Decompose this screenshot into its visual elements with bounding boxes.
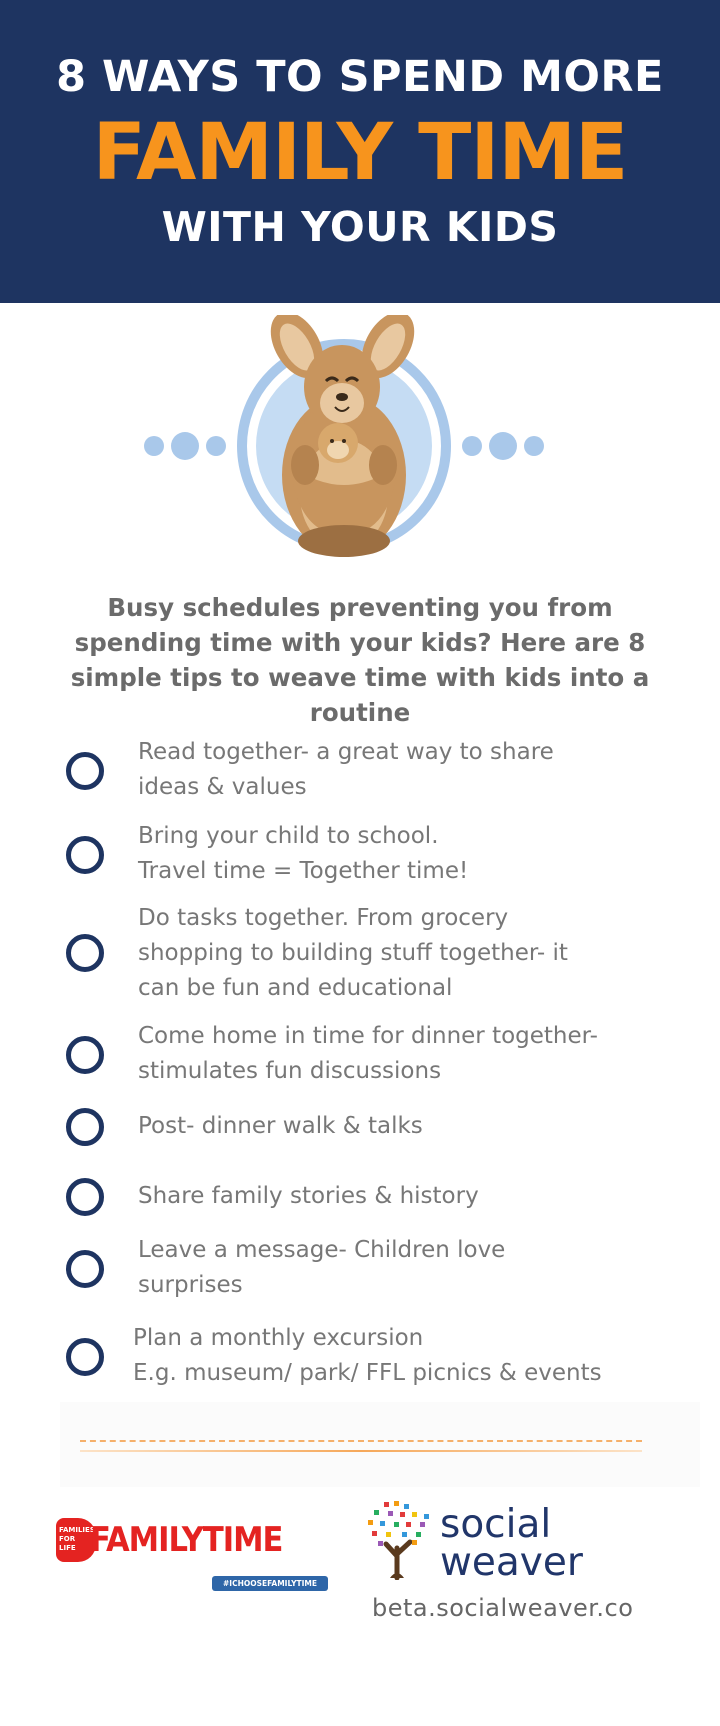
footer-divider-area [60, 1402, 700, 1487]
tip-item [66, 1178, 666, 1228]
checkbox-circle-icon[interactable] [66, 1178, 104, 1216]
kangaroo-icon [130, 315, 580, 577]
checkbox-circle-icon[interactable] [66, 836, 104, 874]
social-weaver-wordmark: social weaver [440, 1502, 583, 1585]
title-line-3: WITH YOUR KIDS [161, 203, 559, 251]
divider-line [80, 1450, 642, 1452]
tip-text: Plan a monthly excursion E.g. museum/ park/ FFL picnics & events [133, 1325, 602, 1386]
checkbox-circle-icon[interactable] [66, 934, 104, 972]
checkbox-circle-icon[interactable] [66, 752, 104, 790]
tip-text: Come home in time for dinner together- stimulates fun discussions [138, 1023, 598, 1084]
title-line-1: 8 WAYS TO SPEND MORE [56, 52, 664, 102]
tip-item [66, 1237, 666, 1320]
title-line-2: FAMILY TIME [92, 108, 628, 198]
social-weaver-url[interactable]: beta.socialweaver.co [372, 1594, 634, 1622]
intro-text: Busy schedules preventing you from spending time with your kids? Here are 8 simple tips to weave time with kids into a routine [70, 593, 650, 727]
families-for-life-badge: FAMILIES FOR LIFE [56, 1518, 96, 1562]
tip-item [66, 905, 666, 1018]
tip-item [66, 739, 666, 822]
checkbox-circle-icon[interactable] [66, 1108, 104, 1146]
checkbox-circle-icon[interactable] [66, 1036, 104, 1074]
social-weaver-tree-icon [366, 1500, 432, 1580]
hashtag-badge: #ICHOOSEFAMILYTIME [212, 1576, 328, 1591]
familytime-logo [56, 1514, 332, 1594]
familytime-wordmark: FAMILYTIME [90, 1520, 283, 1560]
tip-text: Do tasks together. From grocery shopping to building stuff together- it can be fun and educational [138, 905, 568, 1001]
dashed-divider [80, 1440, 642, 1442]
checkbox-circle-icon[interactable] [66, 1338, 104, 1376]
tip-item [66, 1325, 666, 1408]
header-banner [0, 0, 720, 303]
checkbox-circle-icon[interactable] [66, 1250, 104, 1288]
tip-text: Leave a message- Children love surprises [138, 1237, 506, 1298]
tip-text: Share family stories & history [138, 1183, 479, 1209]
tip-item [66, 1108, 666, 1158]
tip-text: Read together- a great way to share ideas & values [138, 739, 554, 800]
tip-text: Post- dinner walk & talks [138, 1113, 423, 1139]
tip-item [66, 1023, 666, 1106]
tip-text: Bring your child to school. Travel time = Together time! [138, 823, 469, 884]
tip-item [66, 823, 666, 906]
